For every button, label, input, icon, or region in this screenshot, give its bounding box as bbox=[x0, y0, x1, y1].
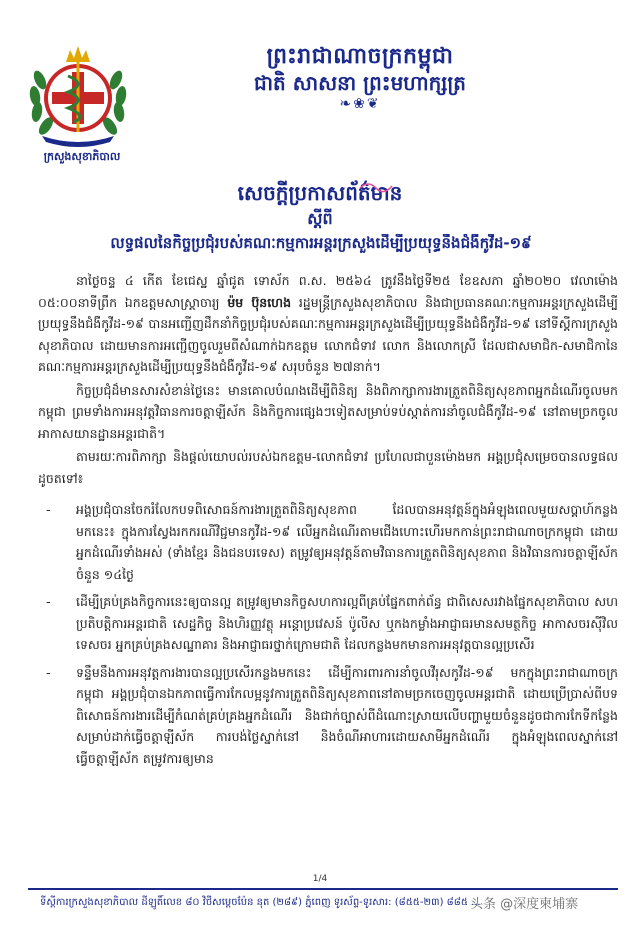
bullet-dash-icon: - bbox=[46, 502, 51, 517]
ministry-name: ក្រសួងសុខាភិបាល bbox=[43, 150, 121, 163]
page-number: 1/4 bbox=[312, 874, 328, 884]
ministry-of-health-logo bbox=[22, 40, 134, 148]
pink-stamp-mark-icon bbox=[356, 178, 396, 196]
paragraph-2: កិច្ចប្រជុំដ៏មានសារសំខាន់ថ្ងៃនេះ មានគោលបំណងដើម្បីពិនិត្យ និងពិភាក្សាការងារត្រួតពិនិត្យសុខភាពអ្នកដំណើរចូលមកកម្ពុជា ព្រមទាំងការអនុវត្តវិធានការចត្តាឡីស័ក និងកិច្ចការផ្សេងៗទៀតសម្រាប់ទប់ស្កាត់ការនាំចូលជំងឺកូវីដ-១៩ នៅតាមច្រកចូលអាកាសយានដ្ឋានអន្តរជាតិ។ bbox=[38, 382, 618, 441]
minister-name: ម៉ម ប៊ុនហេង bbox=[227, 294, 292, 310]
document-type-title: សេចក្តីប្រកាសព័ត៌មាន bbox=[237, 181, 403, 205]
kingdom-heading: ព្រះរាជាណាចក្រកម្ពុជា bbox=[266, 44, 454, 69]
paragraph-3: តាមរយៈការពិភាក្សា និងផ្តល់យោបល់របស់ឯកឧត្តម-លោកជំទាវ ប្រហែលជាបួនម៉ោងមក អង្គប្រជុំសម្រេចបានលទ្ធផលដូចតទៅ៖ bbox=[38, 449, 618, 486]
national-motto: ជាតិ សាសនា ព្រះមហាក្សត្រ bbox=[254, 71, 466, 95]
source-watermark: 头条 @深度柬埔寨 bbox=[470, 897, 579, 912]
footer-divider bbox=[28, 888, 618, 890]
list-item-text: អង្គប្រជុំបានចែករំលែកបទពិសោធន៍ការងារត្រួតពិនិត្យសុខភាព ដែលបានអនុវត្តន៍ក្នុងអំឡុងពេលមួយសប្តាហ៍កន្លងមកនេះ៖ ក្នុងការស្វែងរកករណីវិជ្ជមានកូវីដ-១៩ លើអ្នកដំណើរតាមជើងហោះហើរមកកាន់ព្រះរាជាណាចក្រកម្ពុជា ដោយអ្នកដំណើរទាំងអស់ (ទាំងខ្មែរ និងជនបរទេស) តម្រូវឲ្យអនុវត្តន៍តាមវិធានការត្រួតពិនិត្យសុខភាព និងវិធានការចត្តាឡីស័កចំនួន ១៤ថ្ងៃ bbox=[76, 502, 618, 582]
document-subject: លទ្ធផលនៃកិច្ចប្រជុំរបស់គណៈកម្មការអន្តរក្រសួងដើម្បីប្រយុទ្ធនឹងជំងឺកូវីដ-១៩ bbox=[110, 234, 532, 252]
paragraph-1-intro: នាថ្ងៃចន្ទ ៤ កើត ខែជេស្ឋ ឆ្នាំជូត ទោស័ក ព.ស. ២៥៦៤ ត្រូវនឹងថ្ងៃទី២៥ ខែឧសភា ឆ្នាំ២០២០ វេលាម៉ោង ០៥:០០នាទីព្រឹក ឯកឧត្តមសាស្ត្រាចារ្យ bbox=[38, 273, 618, 310]
list-item-text: ទន្ទឹមនឹងការអនុវត្តការងារបានល្អប្រសើរកន្លងមកនេះ ដើម្បីការពារការនាំចូលវីរុសកូវីដ-១៩ មកក្នុងព្រះរាជាណាចក្រកម្ពុជា អង្គប្រជុំបានឯកភាពធ្វើការកែលម្អនូវការត្រួតពិនិត្យសុខភាពនៅតាមច្រកចេញចូលអន្តរជាតិ ដោយប្រើប្រាស់ពីបទពិសោធន៍ការងារដើម្បីកំណត់គ្រប់គ្រងអ្នកដំណើរ និងជាក់ច្បាស់ពីដំណោះស្រាយលើបញ្ហាមួយចំនួនដូចជាការកែទីកន្លែងសម្រាប់ដាក់ធ្វើចត្តាឡីស័ក ការបង់ថ្លៃស្នាក់នៅ និងចំណីអាហារដោយសាមីអ្នកដំណើរ ក្នុងអំឡុងពេលស្នាក់នៅធ្វើចត្តាឡីស័ក តម្រូវការឲ្យមាន bbox=[76, 664, 618, 766]
footer-address: ទីស្តីការក្រសួងសុខាភិបាល ដីឡូតិ៍លេខ ៨០ វិថីសម្តេចប៉ែន នុត (២៨៩) ភ្នំពេញ ទូរស័ព្ទ-ទូរសារ: (៨៥៥-២៣) ៨៨៥ ... bbox=[40, 897, 481, 908]
about-label: ស្តីពី bbox=[307, 209, 333, 228]
paragraph-1 bbox=[38, 270, 618, 378]
list-item bbox=[38, 499, 618, 585]
document-body bbox=[38, 270, 618, 775]
bullet-dash-icon: - bbox=[46, 664, 51, 680]
list-item bbox=[38, 591, 618, 656]
list-item bbox=[38, 662, 618, 770]
ornament-divider: ❧❀❦ bbox=[339, 96, 381, 112]
results-list bbox=[38, 499, 618, 769]
bullet-dash-icon: - bbox=[46, 594, 51, 609]
paragraph-1-rest: រដ្ឋមន្ត្រីក្រសួងសុខាភិបាល និងជាប្រធានគណៈកម្មការអន្តរក្រសួងដើម្បីប្រយុទ្ធនឹងជំងឺកូវីដ-១៩ បានអញ្ជើញដឹកនាំកិច្ចប្រជុំរបស់គណៈកម្មការអន្តរក្រសួងដើម្បីប្រយុទ្ធនឹងជំងឺកូវីដ-១៩ នៅទីស្តីការក្រសួងសុខាភិបាល ដោយមានការអញ្ជើញចូលរួមពីសំណាក់ឯកឧត្តម លោកជំទាវ លោក និងលោកស្រី ដែលជាសមាជិក-សមាជិកានៃគណៈកម្មការអន្តរក្រសួងដើម្បីប្រយុទ្ធនឹងជំងឺកូវីដ-១៩ សរុបចំនួន ២៧នាក់។ bbox=[38, 294, 619, 374]
list-item-text: ដើម្បីគ្រប់គ្រងកិច្ចការនេះឲ្យបានល្អ តម្រូវឲ្យមានកិច្ចសហការល្អពីគ្រប់ផ្នែកពាក់ព័ន្ធ ជាពិសេសរវាងផ្នែកសុខាភិបាល សហប្រតិបត្តិការអន្តរជាតិ សេដ្ឋកិច្ច និងហិរញ្ញវត្ថុ អន្តោប្រវេសន៍ ប៉ូលីស ឬកងកម្លាំងអាជ្ញាធរមានសមត្ថកិច្ច អាកាសចរស៊ីវិល ទេសចរ អ្នកគ្រប់គ្រងសណ្ឋាគារ និងអាជ្ញាធរថ្នាក់ក្រោមជាតិ ដែលកន្លងមកមានការអនុវត្តបានល្អប្រសើរ bbox=[76, 594, 618, 652]
